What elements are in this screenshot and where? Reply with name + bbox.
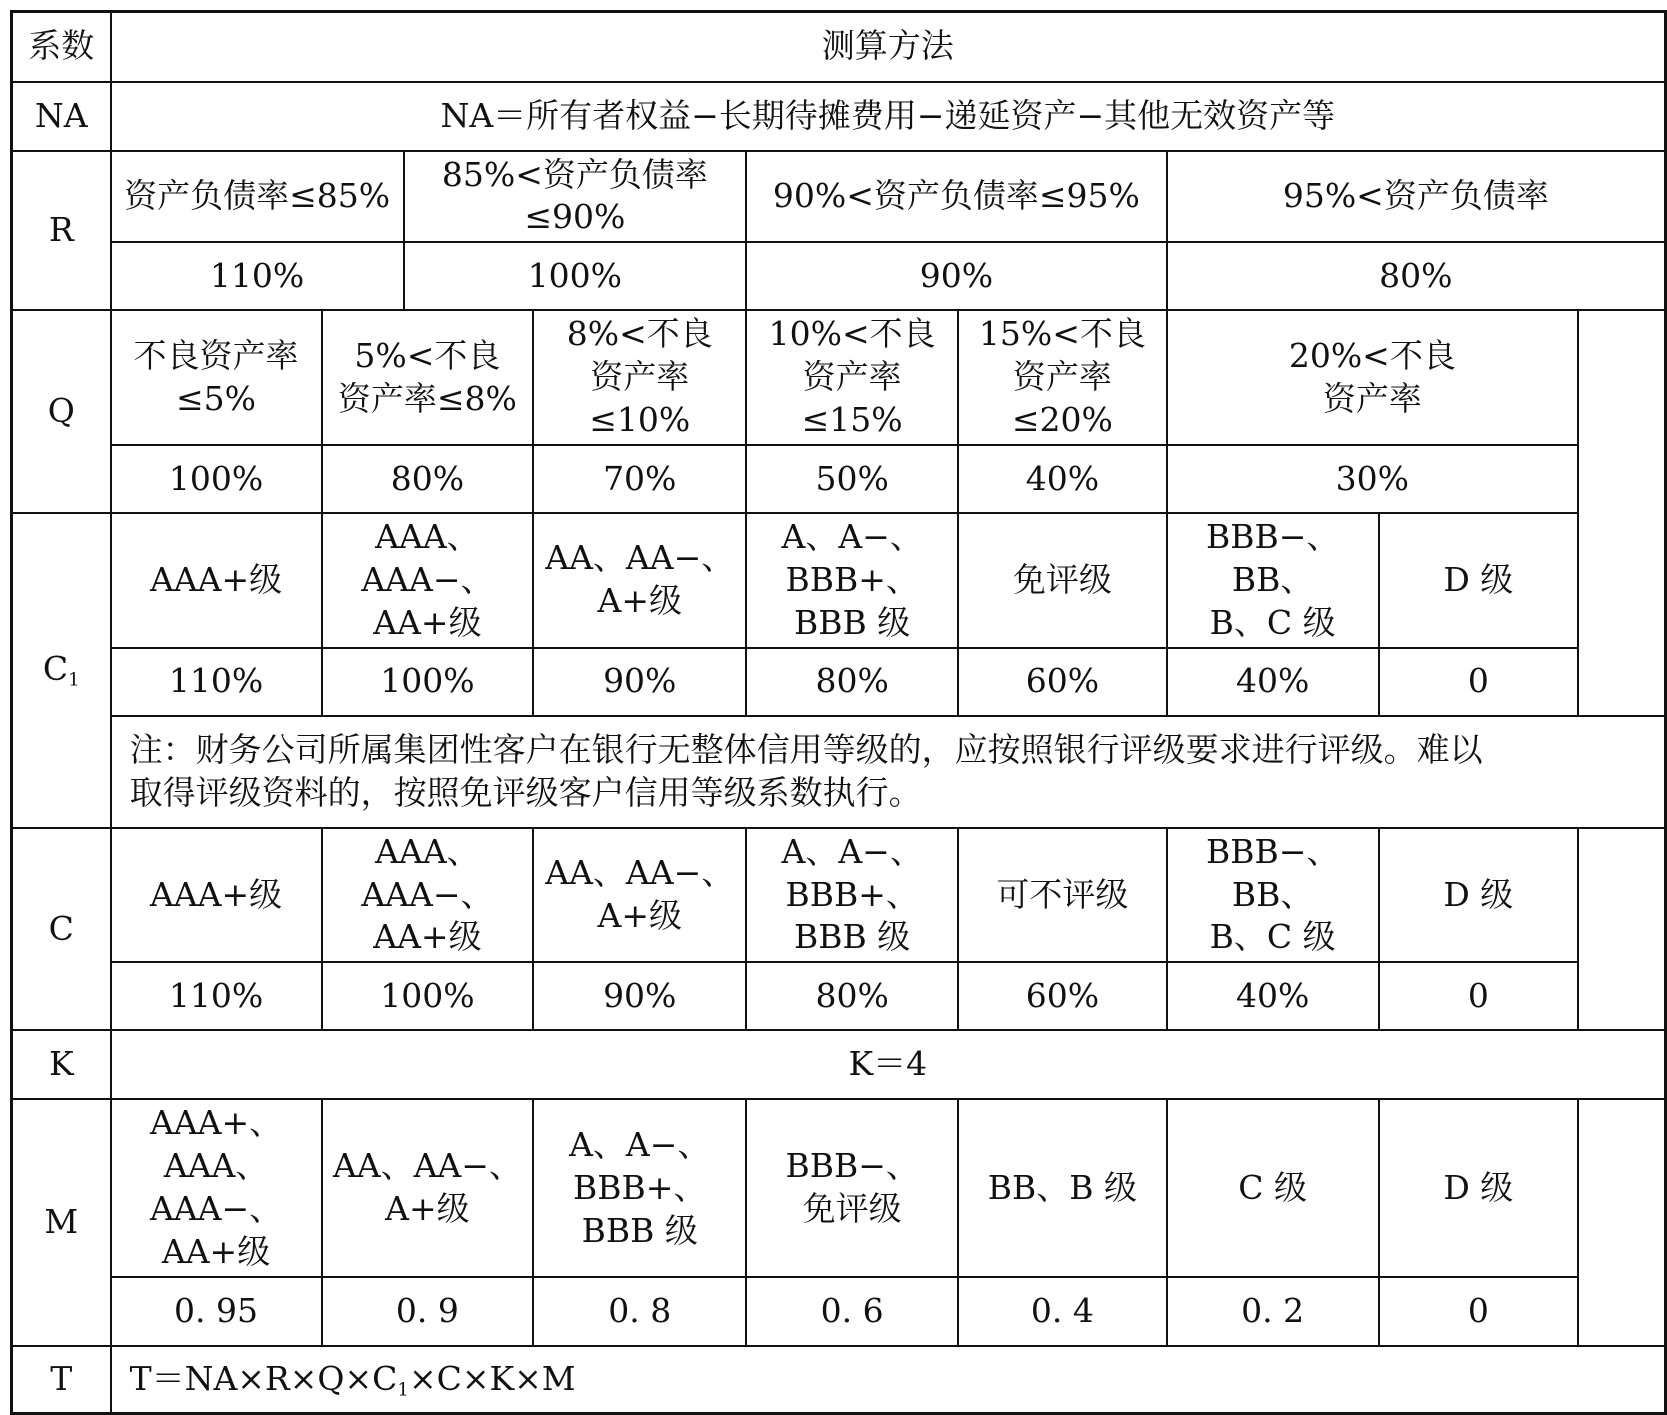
c1-value: 100% (322, 648, 534, 716)
t-formula: $T=NA\times R\times Q\times C_1\times C\times K\times M$ (111, 1346, 1666, 1414)
na-label: NA (12, 82, 111, 151)
q-label: Q (12, 310, 111, 513)
c-value: 100% (322, 962, 534, 1030)
q-condition: 15%<不良 资产率≤20% (958, 310, 1167, 445)
c-value: 0 (1379, 962, 1578, 1030)
c1-value: 40% (1167, 648, 1379, 716)
c1-condition: 免评级 (958, 513, 1167, 648)
m-condition: BBB−、 免评级 (746, 1099, 958, 1277)
m-value-row (12, 1277, 1666, 1346)
c-label: C (12, 828, 111, 1031)
r-condition-row (12, 151, 1666, 243)
t-label: T (12, 1346, 111, 1414)
m-condition-row (12, 1099, 1666, 1277)
c1-value-row (12, 648, 1666, 716)
c-value: 40% (1167, 962, 1379, 1030)
m-value: 0. 4 (958, 1277, 1167, 1346)
c1-condition: D 级 (1379, 513, 1578, 648)
m-label: M (12, 1099, 111, 1346)
c1-label: $C_1$ (12, 513, 111, 828)
r-value: 90% (746, 242, 1166, 310)
q-condition: 8%<不良 资产率≤10% (533, 310, 746, 445)
c-condition: 可不评级 (958, 828, 1167, 963)
k-row (12, 1030, 1666, 1099)
c-condition: A、A−、BBB+、 BBB 级 (746, 828, 958, 963)
c-condition-row (12, 828, 1666, 963)
c-value: 80% (746, 962, 958, 1030)
r-condition: 95%<资产负债率 (1167, 151, 1666, 243)
q-condition: 不良资产率 ≤5% (111, 310, 322, 445)
q-condition: 10%<不良 资产率≤15% (746, 310, 958, 445)
c-condition: BBB−、BB、 B、C 级 (1167, 828, 1379, 963)
m-value: 0. 6 (746, 1277, 958, 1346)
m-condition: A、A−、BBB+、 BBB 级 (533, 1099, 746, 1277)
c-condition: D 级 (1379, 828, 1578, 963)
r-condition: 90%<资产负债率≤95% (746, 151, 1166, 243)
c1-value: 110% (111, 648, 322, 716)
c-value: 90% (533, 962, 746, 1030)
c-value: 110% (111, 962, 322, 1030)
c-value-row (12, 962, 1666, 1030)
r-value-row (12, 242, 1666, 310)
r-value: 110% (111, 242, 404, 310)
m-value: 0. 2 (1167, 1277, 1379, 1346)
c1-note-row (12, 716, 1666, 828)
q-value: 70% (533, 445, 746, 513)
c1-condition: AA、AA−、 A+级 (533, 513, 746, 648)
coefficient-table-wrapper (10, 10, 1667, 1415)
k-label: K (12, 1030, 111, 1099)
q-condition-row (12, 310, 1666, 445)
q-value: 40% (958, 445, 1167, 513)
header-row (12, 12, 1666, 82)
c-condition: AAA、AAA−、 AA+级 (322, 828, 534, 963)
c-value: 60% (958, 962, 1167, 1030)
q-condition: 20%<不良 资产率 (1167, 310, 1578, 445)
c1-condition: AAA+级 (111, 513, 322, 648)
na-row (12, 82, 1666, 151)
c1-condition: BBB−、BB、 B、C 级 (1167, 513, 1379, 648)
q-value: 100% (111, 445, 322, 513)
t-row (12, 1346, 1666, 1414)
m-condition: BB、B 级 (958, 1099, 1167, 1277)
m-value: 0. 9 (322, 1277, 534, 1346)
k-formula: K＝4 (111, 1030, 1666, 1099)
q-value: 50% (746, 445, 958, 513)
header-coef: 系数 (12, 12, 111, 82)
c1-value: 0 (1379, 648, 1578, 716)
header-method: 测算方法 (111, 12, 1666, 82)
m-value: 0. 95 (111, 1277, 322, 1346)
m-value: 0 (1379, 1277, 1578, 1346)
c1-value: 80% (746, 648, 958, 716)
r-condition: 85%<资产负债率≤90% (404, 151, 747, 243)
c1-value: 60% (958, 648, 1167, 716)
na-formula: NA＝所有者权益−长期待摊费用−递延资产−其他无效资产等 (111, 82, 1666, 151)
r-value: 100% (404, 242, 747, 310)
c-condition: AAA+级 (111, 828, 322, 963)
r-condition: 资产负债率≤85% (111, 151, 404, 243)
coefficient-table (10, 10, 1667, 1415)
q-value: 80% (322, 445, 534, 513)
r-value: 80% (1167, 242, 1666, 310)
m-condition: D 级 (1379, 1099, 1578, 1277)
c1-value: 90% (533, 648, 746, 716)
m-value: 0. 8 (533, 1277, 746, 1346)
q-condition: 5%<不良 资产率≤8% (322, 310, 534, 445)
c1-condition: A、A−、BBB+、 BBB 级 (746, 513, 958, 648)
c1-note: 注：财务公司所属集团性客户在银行无整体信用等级的，应按照银行评级要求进行评级。难以 取得评级资料的，按照免评级客户信用等级系数执行。 (111, 716, 1666, 828)
r-label: R (12, 151, 111, 311)
q-value: 30% (1167, 445, 1578, 513)
c1-condition-row (12, 513, 1666, 648)
m-condition: AA、AA−、 A+级 (322, 1099, 534, 1277)
q-value-row (12, 445, 1666, 513)
m-condition: AAA+、AAA、 AAA−、AA+级 (111, 1099, 322, 1277)
c-condition: AA、AA−、 A+级 (533, 828, 746, 963)
m-condition: C 级 (1167, 1099, 1379, 1277)
c1-condition: AAA、AAA−、 AA+级 (322, 513, 534, 648)
